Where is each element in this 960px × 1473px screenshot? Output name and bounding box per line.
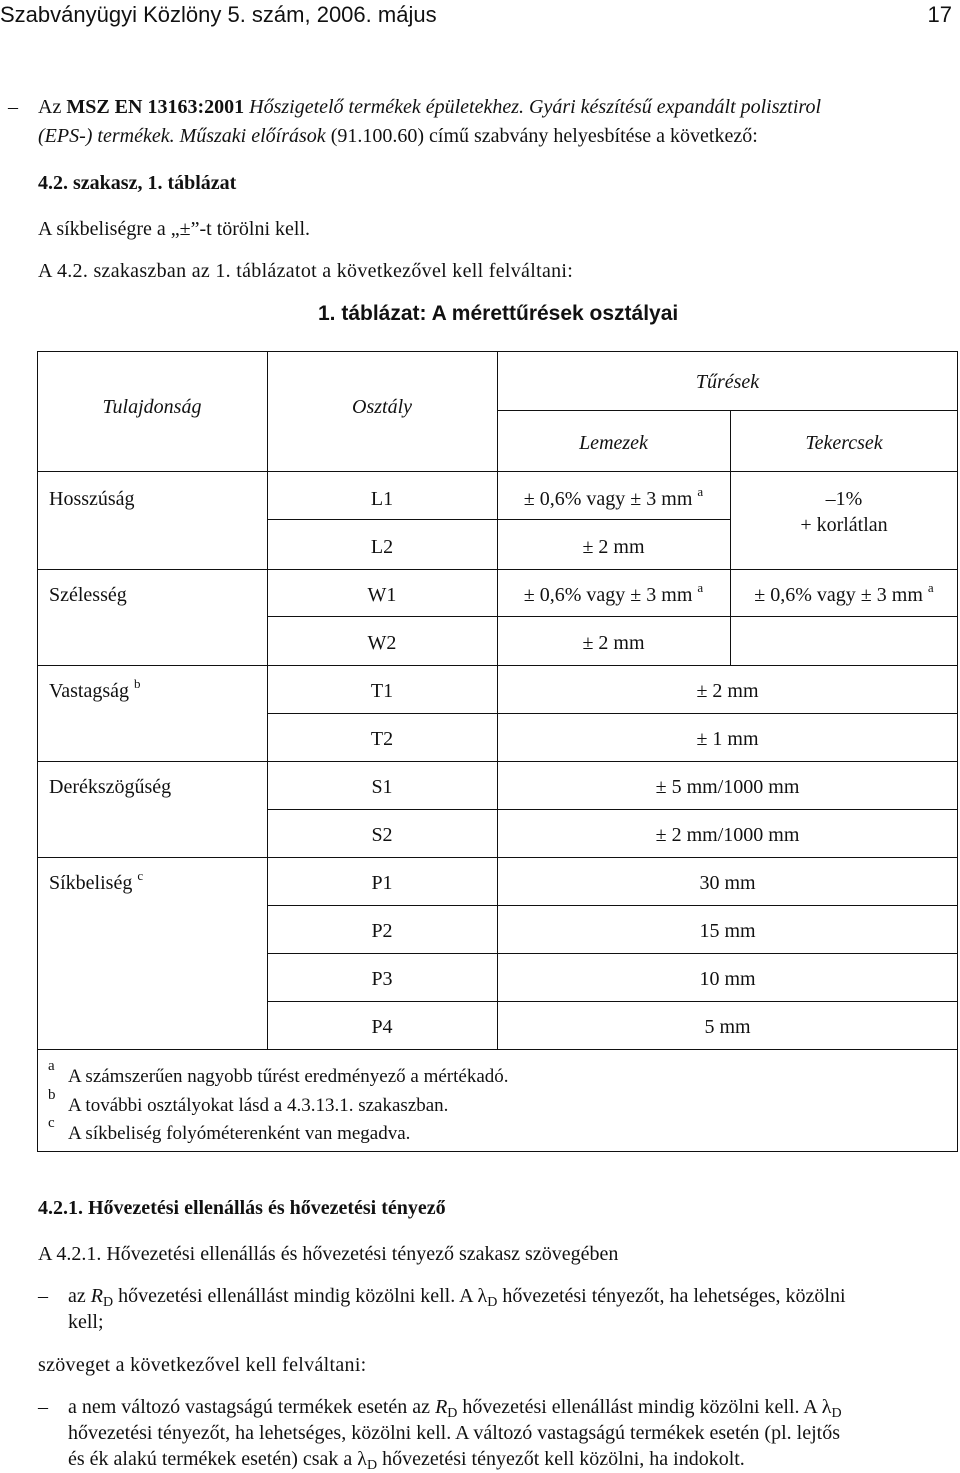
col-class: Osztály	[352, 396, 412, 418]
row-label-width: Szélesség	[49, 584, 127, 606]
class-P1: P1	[371, 872, 393, 894]
page-number: 17	[927, 2, 952, 27]
value-L-rolls-1: –1%	[825, 488, 863, 510]
col-tolerances: Tűrések	[695, 371, 760, 393]
col-property: Tulajdonság	[102, 396, 202, 418]
bullet-1-line-2: kell;	[68, 1311, 104, 1333]
class-W2: W2	[367, 632, 397, 654]
intro-line-1: Az MSZ EN 13163:2001 Hőszigetelő termékek épületekhez. Gyári készítésű expandált polisztirol	[38, 96, 822, 118]
value-P2: 15 mm	[699, 920, 756, 942]
intro-line-2: (EPS-) termékek. Műszaki előírások (91.100.60) című szabvány helyesbítése a következő:	[38, 125, 758, 147]
row-line-P3	[267, 953, 958, 954]
footnote-mark-c: c	[48, 1115, 55, 1131]
value-W2-boards: ± 2 mm	[582, 632, 645, 654]
footnote-mark-b: b	[48, 1087, 56, 1103]
value-W-rolls: ± 0,6% vagy ± 3 mm $^a$	[754, 580, 934, 606]
standard-number: MSZ EN 13163:2001	[66, 96, 245, 118]
footnote-b: A további osztályokat lásd a 4.3.13.1. szakaszban.	[68, 1095, 449, 1116]
value-T2: ± 1 mm	[696, 728, 759, 750]
row-label-squareness: Derékszögűség	[49, 776, 172, 798]
value-S2: ± 2 mm/1000 mm	[655, 824, 800, 846]
class-W1: W1	[367, 584, 397, 606]
class-L1: L1	[370, 488, 394, 510]
value-L2-boards: ± 2 mm	[582, 536, 645, 558]
class-T2: T2	[370, 728, 394, 750]
value-S1: ± 5 mm/1000 mm	[655, 776, 800, 798]
section-1-line-2: A 4.2. szakaszban az 1. táblázatot a következővel kell felváltani:	[38, 260, 574, 282]
publication-title: Szabványügyi Közlöny 5. szám, 2006. május	[0, 2, 437, 27]
class-S2: S2	[371, 824, 393, 846]
row-label-thickness: Vastagság $^b$	[49, 676, 141, 702]
value-T1: ± 2 mm	[696, 680, 759, 702]
footnote-mark-a: a	[48, 1058, 55, 1074]
footnote-c: A síkbeliség folyóméterenként van megadva.	[68, 1123, 411, 1144]
section-heading-1: 4.2. szakasz, 1. táblázat	[38, 172, 237, 194]
row-line-L	[267, 519, 730, 520]
row-line-P2	[267, 905, 958, 906]
row-line-footnotes	[37, 1049, 958, 1050]
class-L2: L2	[370, 536, 394, 558]
col-boards: Lemezek	[579, 432, 648, 454]
value-L-rolls-2: + korlátlan	[800, 514, 888, 536]
section-1-line-1: A síkbeliségre a „±”-t törölni kell.	[38, 218, 311, 240]
row-label-flatness: Síkbeliség $^c$	[49, 868, 144, 894]
class-T1: T1	[370, 680, 394, 702]
bullet-1-line-1: az $R_D$ hővezetési ellenállást mindig közölni kell. A $\lambda_D$ hővezetési tényezőt, ha lehetséges, közölni	[68, 1285, 846, 1310]
row-line-W2	[267, 616, 958, 617]
col-rolls: Tekercsek	[805, 432, 883, 454]
footnote-a: A számszerűen nagyobb tűrést eredményező a mértékadó.	[68, 1066, 509, 1087]
bullet-2-line-1: a nem változó vastagságú termékek esetén az $R_D$ hővezetési ellenállást mindig közölni kell. A $\lambda_D$	[68, 1396, 842, 1421]
bullet-2-line-3: és ék alakú termékek esetén) csak a $\lambda_D$ hővezetési tényezőt kell közölni, ha indokolt.	[68, 1448, 745, 1473]
header-divider	[497, 410, 958, 411]
table-caption: 1. táblázat: A mérettűrések osztályai	[318, 302, 679, 325]
bullet-dash-2: –	[38, 1396, 48, 1418]
bullet-2-line-2: hővezetési tényezőt, ha lehetséges, közölni kell. A változó vastagságú termékek esetén (pl. lejtős	[68, 1422, 840, 1444]
class-S1: S1	[371, 776, 393, 798]
class-P4: P4	[371, 1016, 393, 1038]
row-line-S2	[267, 809, 958, 810]
bullet-dash-1: –	[38, 1285, 48, 1307]
row-label-length: Hosszúság	[49, 488, 135, 510]
class-P2: P2	[371, 920, 393, 942]
value-P3: 10 mm	[699, 968, 756, 990]
class-P3: P3	[371, 968, 393, 990]
section-heading-2: 4.2.1. Hővezetési ellenállás és hővezetési tényező	[38, 1197, 446, 1219]
intro-dash: –	[8, 96, 18, 118]
row-line-P4	[267, 1001, 958, 1002]
value-P1: 30 mm	[699, 872, 756, 894]
section-2-line-2: szöveget a következővel kell felváltani:	[38, 1354, 367, 1376]
section-2-line-1: A 4.2.1. Hővezetési ellenállás és hővezetési tényező szakasz szövegében	[38, 1243, 619, 1265]
value-W1-boards: ± 0,6% vagy ± 3 mm $^a$	[523, 580, 704, 606]
value-P4: 5 mm	[704, 1016, 751, 1038]
value-L1-boards: ± 0,6% vagy ± 3 mm $^a$	[523, 484, 704, 510]
row-line-T2	[267, 713, 958, 714]
